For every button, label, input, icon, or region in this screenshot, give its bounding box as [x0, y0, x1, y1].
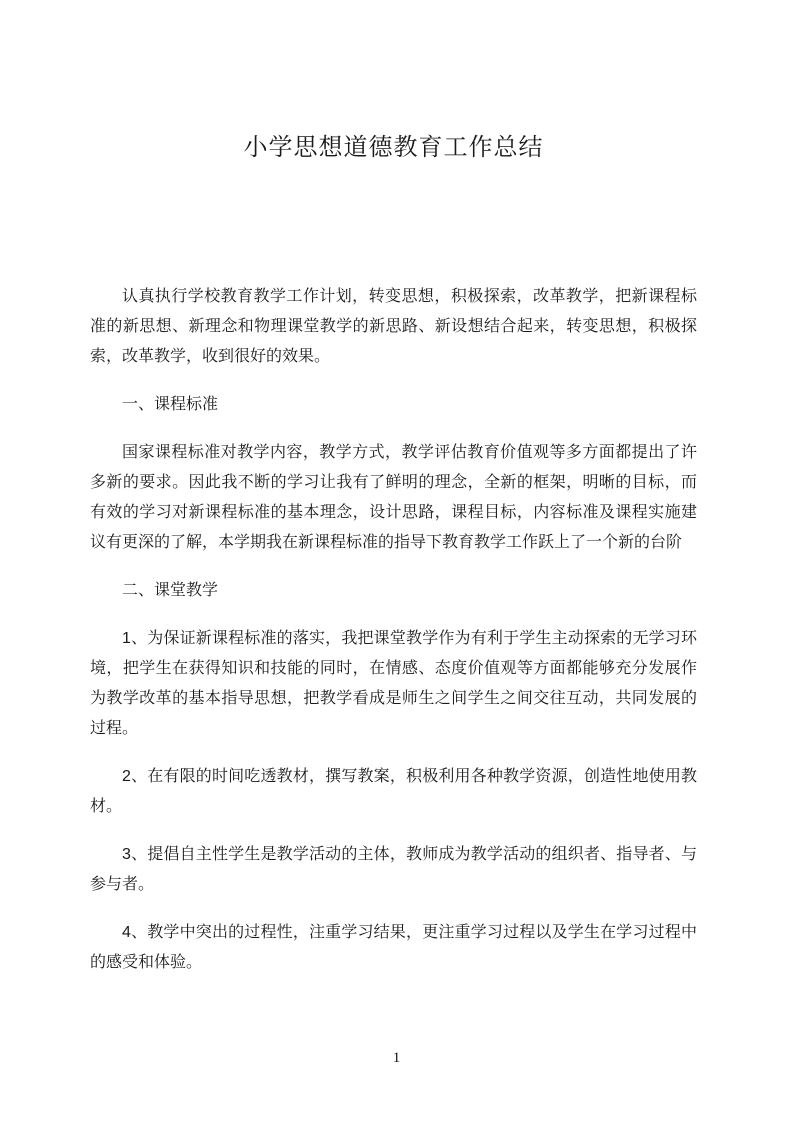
paragraph-item-1: 1、为保证新课程标准的落实，我把课堂教学作为有利于学生主动探索的无学习环境，把学生在获得知识和技能的同时，在情感、态度价值观等方面都能够充分发展作为教学改革的基本指导思想，把教学看成是师生之间学生之间交往互动，共同发展的过程。 [90, 630, 697, 737]
section-heading-2: 二、课堂教学 [122, 582, 219, 599]
document-title: 小学思想道德教育工作总结 [243, 134, 544, 161]
paragraph-item-4: 4、教学中突出的过程性，注重学习结果，更注重学习过程以及学生在学习过程中的感受和体验。 [90, 924, 697, 971]
paragraph-course-standards: 国家课程标准对教学内容，教学方式，教学评估教育价值观等多方面都提出了许多新的要求。因此我不断的学习让我有了鲜明的理念，全新的框架，明晰的目标，而有效的学习对新课程标准的基本理念，设计思路，课程目标，内容标准及课程实施建议有更深的了解，本学期我在新课程标准的指导下教育教学工作跃上了一个新的台阶 [90, 444, 697, 551]
page-number: 1 [392, 1050, 401, 1066]
paragraph-item-3: 3、提倡自主性学生是教学活动的主体，教师成为教学活动的组织者、指导者、与参与者。 [90, 846, 697, 893]
paragraph-item-2: 2、在有限的时间吃透教材，撰写教案，积极利用各种教学资源，创造性地使用教材。 [90, 768, 697, 815]
section-heading-1: 一、课程标准 [122, 396, 219, 413]
paragraph-intro: 认真执行学校教育教学工作计划，转变思想，积极探索，改革教学，把新课程标准的新思想、新理念和物理课堂教学的新思路、新设想结合起来，转变思想，积极探索，改革教学，收到很好的效果。 [90, 288, 697, 365]
